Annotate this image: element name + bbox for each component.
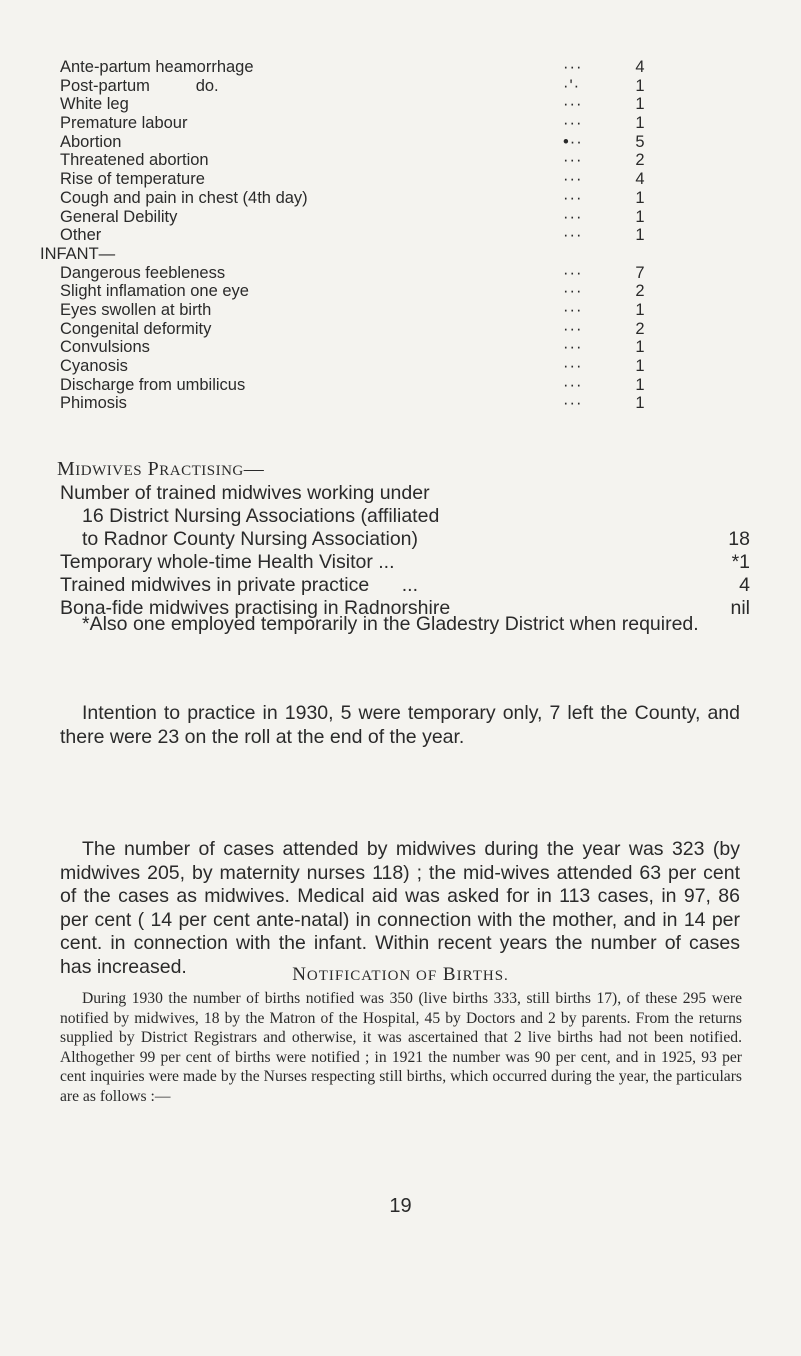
list-item: Convulsions ··· 1 — [60, 338, 645, 357]
list-item: Ante-partum heamorrhage ··· 4 — [60, 58, 645, 76]
list-item: Phimosis ··· 1 — [60, 394, 645, 413]
list-item: Cyanosis ··· 1 — [60, 357, 645, 375]
list-item: Discharge from umbilicus ··· 1 — [60, 375, 645, 394]
list-item: Other ··· 1 — [60, 226, 645, 245]
midwives-line: Number of trained midwives working under — [60, 482, 430, 504]
midwives-line: Bona-fide midwives practising in Radnorshire nil — [60, 597, 750, 619]
list-item: Premature labour ··· 1 — [60, 114, 645, 133]
list-item: Post-partum do. ·'· 1 — [60, 76, 645, 95]
midwives-line: Trained midwives in private practice ... 4 — [60, 574, 750, 596]
section-title: MIDWIVES PRACTISING— — [57, 458, 265, 480]
intention-paragraph: Intention to practice in 1930, 5 were temporary only, 7 left the County, and there were 23 on the roll at the end of the year. — [60, 702, 740, 748]
notification-heading: NOTIFICATION OF BIRTHS. — [292, 964, 509, 985]
page-number: 19 — [389, 1195, 412, 1217]
list-item: Slight inflamation one eye ··· 2 — [60, 282, 645, 301]
list-item: Threatened abortion ··· 2 — [60, 151, 645, 170]
midwives-line: to Radnor County Nursing Association) 18 — [82, 528, 750, 550]
footnote-paragraph: *Also one employed temporarily in the Gladestry District when required. — [82, 613, 699, 635]
list-item: White leg ··· 1 — [60, 95, 645, 114]
list-item: Eyes swollen at birth ··· 1 — [60, 300, 645, 319]
list-item: Rise of temperature ··· 4 — [60, 170, 645, 189]
infant-heading: INFANT— — [40, 244, 116, 263]
list-item: Cough and pain in chest (4th day) ··· 1 — [60, 188, 645, 207]
cases-paragraph: The number of cases attended by midwives during the year was 323 (by midwives 205, by maternity nurses 118) ; the mid-wives attended 63 per cent of the cases as midwives. Medical aid was asked for in 113 cases, in 97, 86 per cent ( 14 per cent ante-natal) in connection with the mother, and in 14 per cent. in connection with the infant. Within recent years the number of cases has increased. — [60, 838, 740, 978]
list-item: Congenital deformity ··· 2 — [60, 319, 645, 338]
list-item: Abortion •·· 5 — [60, 132, 645, 151]
list-item: Dangerous feebleness ··· 7 — [60, 263, 645, 282]
midwives-line: 16 District Nursing Associations (affiliated — [82, 505, 440, 527]
list-item: General Debility ··· 1 — [60, 207, 645, 226]
midwives-line: Temporary whole-time Health Visitor ... *1 — [60, 551, 750, 573]
cases-list — [40, 58, 660, 413]
midwives-section — [57, 456, 750, 620]
notification-paragraph: During 1930 the number of births notified was 350 (live births 333, still births 17), of these 295 were notified by midwives, 18 by the Matron of the Hospital, 45 by Doctors and 2 by parents. From the returns supplied by District Registrars and otherwise, it was ascertained that 2 live births had not been notified. Althogether 99 per cent of births were notified ; in 1921 the number was 90 per cent, and in 1925, 93 per cent inquiries were made by the Nurses respecting still births, which occurred during the year, the particulars are as follows :— — [60, 990, 742, 1105]
